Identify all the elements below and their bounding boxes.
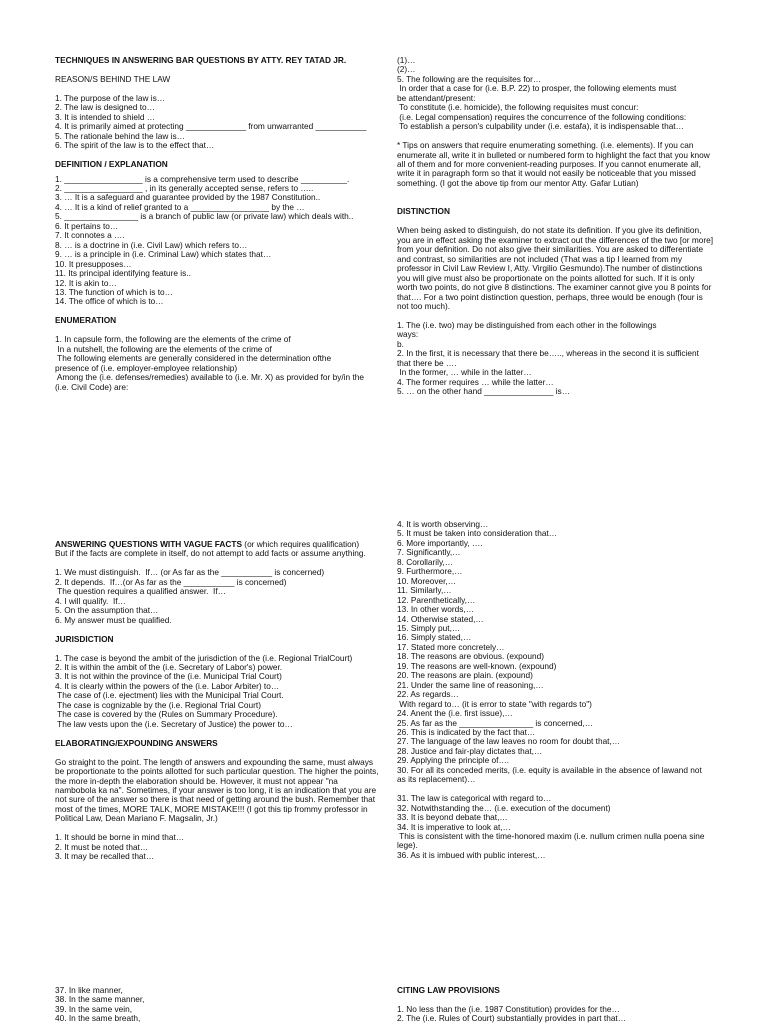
list-item: 1. It should be borne in mind that… [55, 832, 185, 843]
right-bottom-section [397, 986, 715, 1024]
list-item: 7. It connotes a …. [55, 230, 125, 241]
list-item: 19. The reasons are well-known. (expound) [397, 660, 557, 671]
list-item: 5. … on the other hand _______________ is… [397, 386, 570, 397]
list-item: 4. I will qualify. If… [55, 595, 126, 606]
left-top-section [55, 56, 380, 392]
list-item: 22. As regards… [397, 689, 459, 700]
list-item: as its replacement)… [397, 774, 476, 785]
list-item: 12. It is akin to… [55, 277, 117, 288]
list-item: 6. More importantly, …. [397, 537, 483, 548]
list-item: 4. … It is a kind of relief granted to a _________________ by the … [55, 201, 305, 212]
left-bottom-section [55, 986, 380, 1024]
list-item: 11. Similarly,… [397, 585, 452, 596]
phrases-list [397, 520, 715, 785]
elaborating-list [55, 833, 380, 861]
phrases-list-continued [397, 794, 715, 860]
list-item: 28. Justice and fair-play dictates that,… [397, 745, 543, 756]
list-item: 5. The following are the requisites for… [397, 73, 542, 84]
vague-heading: ANSWERING QUESTIONS WITH VAGUE FACTS [55, 539, 242, 549]
list-item: 14. Otherwise stated,… [397, 613, 484, 624]
reasons-list [55, 94, 380, 151]
list-item: Among the (i.e. defenses/remedies) available to (i.e. Mr. X) as provided for by/in the [55, 372, 364, 383]
list-item: 37. In like manner, [55, 985, 123, 995]
list-item: With regard to… (it is error to state "with regards to") [397, 698, 592, 709]
left-middle-section [55, 540, 380, 862]
definition-list [55, 175, 380, 307]
list-item: 4. It is worth observing… [397, 519, 489, 529]
list-item: 36. As it is imbued with public interest,… [397, 849, 546, 860]
citing-heading: CITING LAW PROVISIONS [397, 985, 500, 995]
list-item: 2. It depends. If…(or As far as the ___________ is concerned) [55, 576, 287, 587]
list-item: In a nutshell, the following are the elements of the crime of [55, 343, 272, 354]
list-item: 30. For all its conceded merits, (i.e. equity is available in the absence of lawand not [397, 764, 702, 775]
right-middle-section [397, 520, 715, 860]
vague-heading-note: (or which requires qualification) [242, 539, 360, 549]
list-item: that there be …. [397, 357, 457, 368]
list-item: 3. It may be recalled that… [55, 851, 155, 862]
enumeration-heading: ENUMERATION [55, 315, 117, 326]
list-item: 3. It is intended to shield … [55, 111, 156, 122]
list-item: In order that a case for (i.e. B.P. 22) to prosper, the following elements must [397, 83, 677, 94]
list-item: 5. The rationale behind the law is… [55, 130, 185, 141]
list-item: 32. Notwithstanding the… (i.e. execution of the document) [397, 802, 611, 813]
list-item: 11. Its principal identifying feature is.. [55, 268, 191, 279]
list-item: 20. The reasons are plain. (expound) [397, 670, 533, 681]
list-item: 1. The case is beyond the ambit of the jurisdiction of the (i.e. Regional TrialCourt) [55, 652, 353, 663]
list-item: 38. In the same manner, [55, 994, 145, 1005]
list-item: 27. The language of the law leaves no room for doubt that,… [397, 736, 621, 747]
list-item: (i.e. Legal compensation) requires the concurrence of the following conditions: [397, 111, 687, 122]
vague-list [55, 568, 380, 625]
list-item: 14. The office of which is to… [55, 296, 164, 307]
list-item: (i.e. Civil Code) are: [55, 381, 129, 392]
list-item: ways: [397, 329, 419, 340]
list-item: The case is covered by the (Rules on Summary Procedure). [55, 709, 278, 720]
list-item: 6. It pertains to… [55, 220, 119, 231]
list-item: 31. The law is categorical with regard to… [397, 793, 552, 804]
list-item: 17. Stated more concretely… [397, 641, 505, 652]
list-item: 34. It is imperative to look at,… [397, 821, 511, 832]
list-item: 2. In the first, it is necessary that there be….., whereas in the second it is sufficient [397, 348, 699, 359]
enumeration-list [55, 335, 380, 392]
list-item: 2. _________________ , in its generally accepted sense, refers to ….. [55, 183, 314, 194]
enumeration-tip: * Tips on answers that require enumerating something. (i.e. elements). If you can enumerate all, write it in bulleted or numbered form to highlight the fact that you know all of them and for more convenient-reading purposes. If you cannot enumerate all, write it in paragraph form so that it would not easily be noticeable that you missed something. (I got the above tip from our mentor Atty. Gafar Lutian) [397, 140, 710, 188]
vague-intro: But if the facts are complete in itself, do not attempt to add facts or assume anything. [55, 548, 366, 559]
jurisdiction-list [55, 654, 380, 730]
list-item: 6. My answer must be qualified. [55, 614, 172, 625]
list-item: The case is cognizable by the (i.e. Regional Trial Court) [55, 699, 261, 710]
list-item: 13. The function of which is to… [55, 287, 173, 298]
list-item: 39. In the same vein, [55, 1003, 133, 1014]
list-item: 25. As far as the ________________ is concerned,… [397, 717, 594, 728]
list-item: 5. ________________ is a branch of public law (or private law) which deals with.. [55, 211, 354, 222]
list-item: 4. The former requires … while the latter… [397, 376, 554, 387]
list-item: 9. … is a principle in (i.e. Criminal Law) which states that… [55, 249, 272, 260]
transition-phrases-list [55, 986, 380, 1024]
list-item: 2. It is within the ambit of the (i.e. Secretary of Labor's) power. [55, 662, 283, 673]
list-item: 3. … It is a safeguard and guarantee provided by the 1987 Constitution.. [55, 192, 321, 203]
jurisdiction-heading: JURISDICTION [55, 633, 114, 644]
distinction-heading: DISTINCTION [397, 206, 451, 217]
document-title: TECHNIQUES IN ANSWERING BAR QUESTIONS BY ATTY. REY TATAD JR. [55, 55, 347, 65]
list-item: 8. Corollarily,… [397, 556, 454, 567]
list-item: 21. Under the same line of reasoning,… [397, 679, 544, 690]
list-item: 10. It presupposes… [55, 258, 132, 269]
list-item: be attendant/present: [397, 92, 476, 103]
list-item: 4. It is clearly within the powers of the (i.e. Labor Arbiter) to… [55, 680, 280, 691]
list-item: 1. The purpose of the law is… [55, 92, 166, 103]
elaborating-paragraph: Go straight to the point. The length of answers and expounding the same, must always be proportionate to the points allotted for such particular question. The higher the points, the more in-depth the elaboration should be. However, it must not appear "na nambobola ka na". Sometimes, if your answer is too long, it is an indication that you are not sure of the answer so there is that need of getting around the bush. Remember that most of the times, MORE TALK, MORE MISTAKE!!! (I got this tip frommy professor in Political Law, Dean Mariano F. Magsalin, Jr.) [55, 756, 379, 824]
list-item: 2. It must be noted that… [55, 841, 149, 852]
list-item: To constitute (i.e. homicide), the following requisites must concur: [397, 102, 639, 113]
list-item: 4. It is primarily aimed at protecting _____________ from unwarranted ___________ [55, 121, 367, 132]
list-item: 18. The reasons are obvious. (expound) [397, 651, 544, 662]
list-item: The question requires a qualified answer. If… [55, 586, 226, 597]
list-item: 8. … is a doctrine in (i.e. Civil Law) which refers to… [55, 239, 248, 250]
list-item: b. [397, 338, 404, 349]
elaborating-heading: ELABORATING/EXPOUNDING ANSWERS [55, 737, 218, 748]
list-item: 33. It is beyond debate that,… [397, 812, 508, 823]
requisites-list [397, 56, 715, 132]
list-item: (2)… [397, 64, 416, 75]
citing-list [397, 1005, 715, 1024]
list-item: 15. Simply put,… [397, 622, 461, 633]
list-item: 1. No less than the (i.e. 1987 Constitution) provides for the… [397, 1003, 620, 1014]
list-item: 24. Anent the (i.e. first issue),… [397, 708, 513, 719]
list-item: The following elements are generally considered in the determination ofthe [55, 353, 332, 364]
list-item: 6. The spirit of the law is to the effect that… [55, 140, 215, 151]
list-item: 9. Furthermore,… [397, 566, 463, 577]
distinction-list [397, 321, 715, 397]
list-item: presence of (i.e. employer-employee relationship) [55, 362, 238, 373]
list-item: The case of (i.e. ejectment) lies with the Municipal Trial Court. [55, 690, 284, 701]
list-item: 7. Significantly,… [397, 547, 461, 558]
list-item: 29. Applying the principle of…. [397, 755, 510, 766]
definition-heading: DEFINITION / EXPLANATION [55, 159, 168, 170]
list-item: 40. In the same breath, [55, 1013, 141, 1024]
distinction-paragraph: When being asked to distinguish, do not state its definition. If you give its definition, you are in effect asking the examiner to extract out the differences of the two [or more] from your definition. Do not also give their similarities. You are asked to differentiate and contrast, so similarities are not included (That was a tip I learned from my professor in Civil Law Review I, Atty. Virgilio Gesmundo).The number of distinctions you will give must also be proportionate on the points allotted for such. If it is only worth two points, do not give 8 distinctions. The examiner cannot give you 8 points for that…. For a two point distinction question, perhaps, three would be enough (four is not too much). [397, 225, 714, 311]
list-item: 1. _________________ is a comprehensive term used to describe __________. [55, 173, 350, 184]
list-item: 2. The law is designed to… [55, 102, 155, 113]
list-item: 10. Moreover,… [397, 575, 457, 586]
list-item: In the former, … while in the latter… [397, 367, 532, 378]
list-item: To establish a person's culpability under (i.e. estafa), it is indispensable that… [397, 121, 684, 132]
right-top-section [397, 56, 715, 397]
list-item: 1. We must distinguish. If… (or As far as the ___________ is concerned) [55, 567, 325, 578]
reasons-heading: REASON/S BEHIND THE LAW [55, 73, 171, 84]
list-item: 5. It must be taken into consideration that… [397, 528, 558, 539]
list-item: 2. The (i.e. Rules of Court) substantially provides in part that… [397, 1013, 627, 1024]
list-item: 12. Parenthetically,… [397, 594, 476, 605]
list-item: 1. The (i.e. two) may be distinguished from each other in the followings [397, 319, 657, 330]
list-item: 3. It is not within the province of the (i.e. Municipal Trial Court) [55, 671, 282, 682]
list-item: 1. In capsule form, the following are the elements of the crime of [55, 334, 291, 345]
list-item: 16. Simply stated,… [397, 632, 472, 643]
list-item: (1)… [397, 55, 416, 65]
list-item: 26. This is indicated by the fact that… [397, 726, 536, 737]
list-item: The law vests upon the (i.e. Secretary of Justice) the power to… [55, 718, 293, 729]
list-item: 13. In other words,… [397, 604, 475, 615]
list-item: lege). [397, 840, 418, 851]
list-item: This is consistent with the time-honored maxim (i.e. nullum crimen nulla poena sine [397, 831, 705, 841]
list-item: 5. On the assumption that… [55, 605, 159, 616]
